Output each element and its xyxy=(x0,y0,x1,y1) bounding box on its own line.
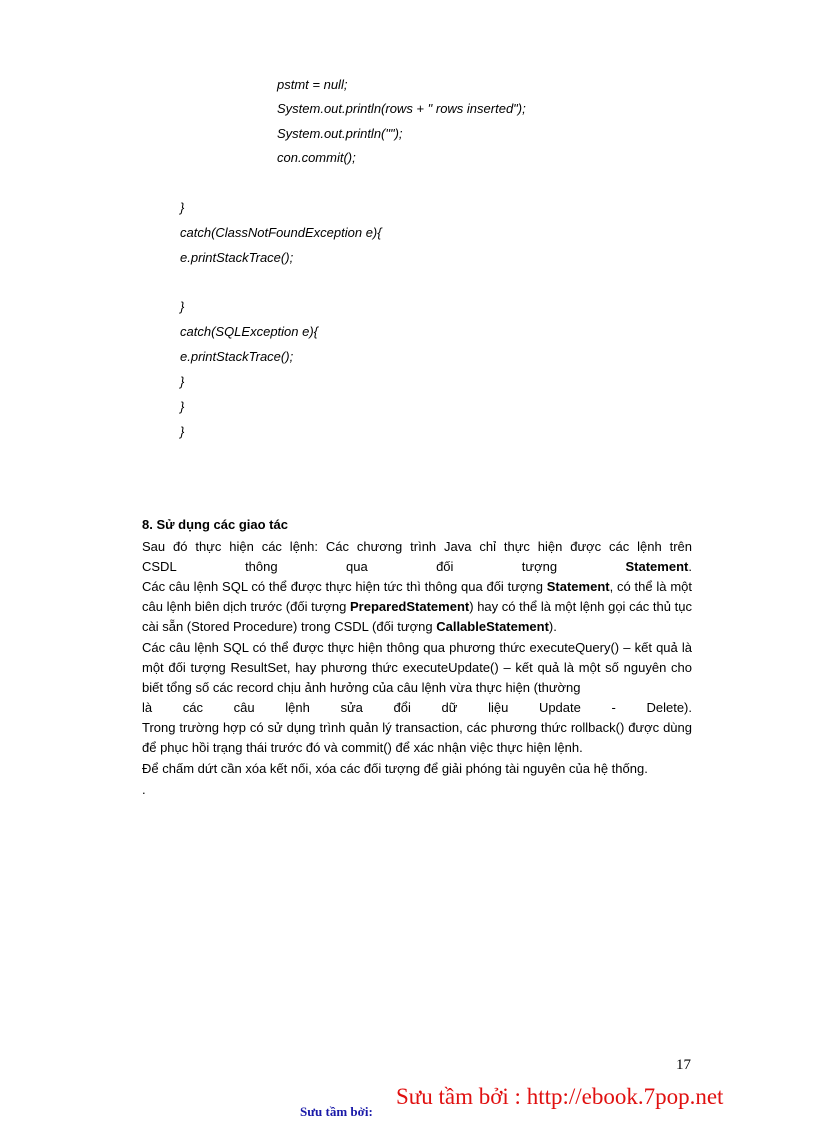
text-run: Các câu lệnh SQL có thể được thực hiện tức thì thông qua đối tượng xyxy=(142,579,547,594)
footer-credit-link[interactable]: Sưu tầm bởi : http://ebook.7pop.net xyxy=(396,1084,724,1109)
section-heading: 8. Sử dụng các giao tác xyxy=(142,517,288,532)
text-run: ). xyxy=(548,619,557,634)
paragraph-execute-last-line: là các câu lệnh sửa đổi dữ liệu Update - Delete). xyxy=(142,700,692,715)
paragraph-close: Để chấm dứt cần xóa kết nối, xóa các đối tượng để giải phóng tài nguyên của hệ thống. xyxy=(142,761,648,776)
text-run: , có thể là một câu lệnh biên dịch trước (đối tượng xyxy=(142,579,693,614)
code-line: e.printStackTrace(); xyxy=(180,250,294,265)
word: đối xyxy=(436,559,454,574)
statement-bold: Statement xyxy=(625,559,689,574)
bold-term: CallableStatement xyxy=(436,619,549,634)
code-line: } xyxy=(180,399,185,414)
code-line: System.out.println(""); xyxy=(277,126,403,141)
code-line: } xyxy=(180,299,185,314)
code-line: System.out.println(rows + " rows inserted"); xyxy=(277,101,526,116)
text-run: ) hay có thể là một lệnh gọi các thủ tục cài sẵn (Stored Procedure) trong CSDL (đối tượng xyxy=(142,599,692,634)
word: CSDL xyxy=(142,559,177,574)
code-line: e.printStackTrace(); xyxy=(180,349,294,364)
code-line: pstmt = null; xyxy=(277,77,348,92)
word: qua xyxy=(345,559,368,574)
code-line: catch(SQLException e){ xyxy=(180,324,319,339)
paragraph-execute: Các câu lệnh SQL có thể được thực hiện thông qua phương thức executeQuery() – kết quả là một đối tượng ResultSet, hay phương thức executeUpdate() – kết quả là một số nguyên cho biết tổng số các record chịu ảnh hưởng của câu lệnh vừa thực hiện (thường xyxy=(142,640,692,695)
bold-term: Statement xyxy=(546,579,610,594)
footer-credit-label: Sưu tầm bởi: xyxy=(300,1104,373,1119)
bold-term: PreparedStatement xyxy=(350,599,470,614)
code-line: } xyxy=(180,200,185,215)
statement-term xyxy=(625,557,691,577)
code-line: } xyxy=(180,424,185,439)
paragraph-transaction: Trong trường hợp có sử dụng trình quản lý transaction, các phương thức rollback() được dùng để phục hồi trạng thái trước đó và commit() để xác nhận việc thực hiện lệnh. xyxy=(142,720,692,755)
code-line: catch(ClassNotFoundException e){ xyxy=(180,225,382,240)
paragraph-intro: Sau đó thực hiện các lệnh: Các chương trình Java chỉ thực hiện được các lệnh trên xyxy=(142,539,692,554)
paragraph-csdl-line xyxy=(142,557,692,577)
word: tượng xyxy=(521,559,558,574)
code-line: } xyxy=(180,374,185,389)
code-line: con.commit(); xyxy=(277,150,356,165)
word: thông xyxy=(245,559,278,574)
page-number: 17 xyxy=(676,1057,691,1073)
period: . xyxy=(688,559,692,574)
paragraph-dot: . xyxy=(142,782,146,797)
paragraph-statements xyxy=(142,577,692,637)
